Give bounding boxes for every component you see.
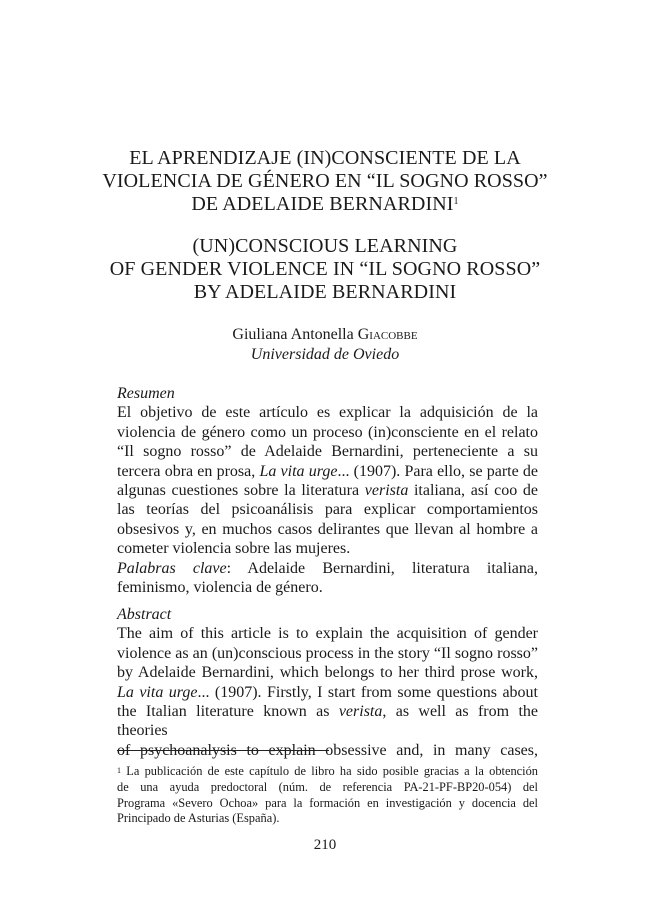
keywords-label: Palabras clave	[117, 559, 227, 577]
resumen-line: El objetivo de este artículo es explicar la adquisición de la	[117, 404, 538, 422]
resumen-text: italiana, así coo de	[408, 482, 539, 500]
keywords-line: feminismo, violencia de género.	[117, 579, 323, 597]
footnote-reference: 1	[453, 196, 459, 207]
resumen-line: obsesivos y, en muchos casos delirantes que llevan al hombre a	[117, 520, 538, 538]
resumen-line: las teorías del psicoanálisis para explicar comportamientos	[117, 501, 538, 519]
page-number: 210	[313, 837, 337, 853]
author-name	[100, 325, 550, 345]
footnote-text: La publicación de este capítulo de libro ha sido posible gracias a la obtención	[121, 764, 538, 778]
abstract-line: by Adelaide Bernardini, which belongs to her third prose work,	[117, 664, 538, 682]
book-title: La vita urge	[117, 683, 198, 701]
abstract-line: The aim of this article is to explain the acquisition of gender	[117, 625, 538, 643]
title-english	[100, 235, 550, 304]
italic-term: verista	[364, 482, 409, 500]
resumen-line: violencia de género como un proceso (in)consciente en el relato	[117, 423, 538, 441]
author-given-name: Giuliana Antonella	[232, 326, 354, 343]
title-es-line-1: EL APRENDIZAJE (IN)CONSCIENTE DE LA	[129, 147, 521, 169]
title-es-line-2: VIOLENCIA DE GÉNERO EN “IL SOGNO ROSSO”	[102, 170, 548, 192]
resumen-text: tercera obra en prosa,	[117, 462, 260, 480]
title-spanish	[100, 147, 550, 216]
abstract-heading: Abstract	[117, 606, 172, 623]
footnote-line: de una ayuda predoctoral (núm. de referencia PA-21-PF-BP20-054) del	[117, 779, 538, 794]
resumen-heading: Resumen	[117, 385, 175, 402]
author-affiliation: Universidad de Oviedo	[250, 346, 400, 363]
abstract-line	[117, 683, 538, 702]
book-title: La vita urge	[259, 462, 338, 480]
title-es-line-3	[100, 193, 550, 216]
footnote-line: Principado de Asturias (España).	[117, 811, 280, 826]
resumen-text: algunas cuestiones sobre la literatura	[117, 482, 365, 500]
resumen-line	[117, 462, 538, 481]
title-en-line-3: BY ADELAIDE BERNARDINI	[193, 281, 457, 303]
title-en-line-1: (UN)CONSCIOUS LEARNING	[192, 235, 458, 257]
italic-term: verista	[338, 703, 383, 721]
title-en-line-2: OF GENDER VIOLENCE IN “IL SOGNO ROSSO”	[109, 258, 541, 280]
abstract-line: violence as an (un)conscious process in the story “Il sogno rosso”	[117, 644, 538, 662]
footnote-line: Programa «Severo Ochoa» para la formación en investigación y docencia del	[117, 795, 538, 810]
footnote-line	[117, 764, 538, 780]
footnote-number: 1	[117, 766, 121, 775]
resumen-text: ... (1907). Para ello, se parte de	[337, 462, 539, 480]
resumen-section	[117, 384, 538, 597]
abstract-text: , as well as from the theories	[117, 703, 538, 740]
resumen-line: “Il sogno rosso” de Adelaide Bernardini, perteneciente a su	[117, 443, 538, 461]
footnote-separator	[117, 750, 329, 751]
abstract-section	[117, 605, 538, 760]
title-es-line-3-text: DE ADELAIDE BERNARDINI	[191, 193, 454, 215]
abstract-line: of psychoanalysis to explain obsessive and, in many cases,	[117, 741, 538, 759]
abstract-line	[117, 702, 538, 741]
abstract-text: ... (1907). Firstly, I start from some questions about	[197, 683, 538, 701]
footnote	[117, 764, 538, 827]
resumen-line	[117, 481, 538, 500]
resumen-line: cometer violencia sobre las mujeres.	[117, 540, 351, 558]
keywords-line	[117, 559, 538, 578]
abstract-text: the Italian literature known as	[117, 703, 339, 721]
keywords-text: : Adelaide Bernardini, literatura italiana,	[226, 559, 538, 577]
author-surname: Giacobbe	[357, 326, 418, 343]
author-block	[100, 325, 550, 365]
